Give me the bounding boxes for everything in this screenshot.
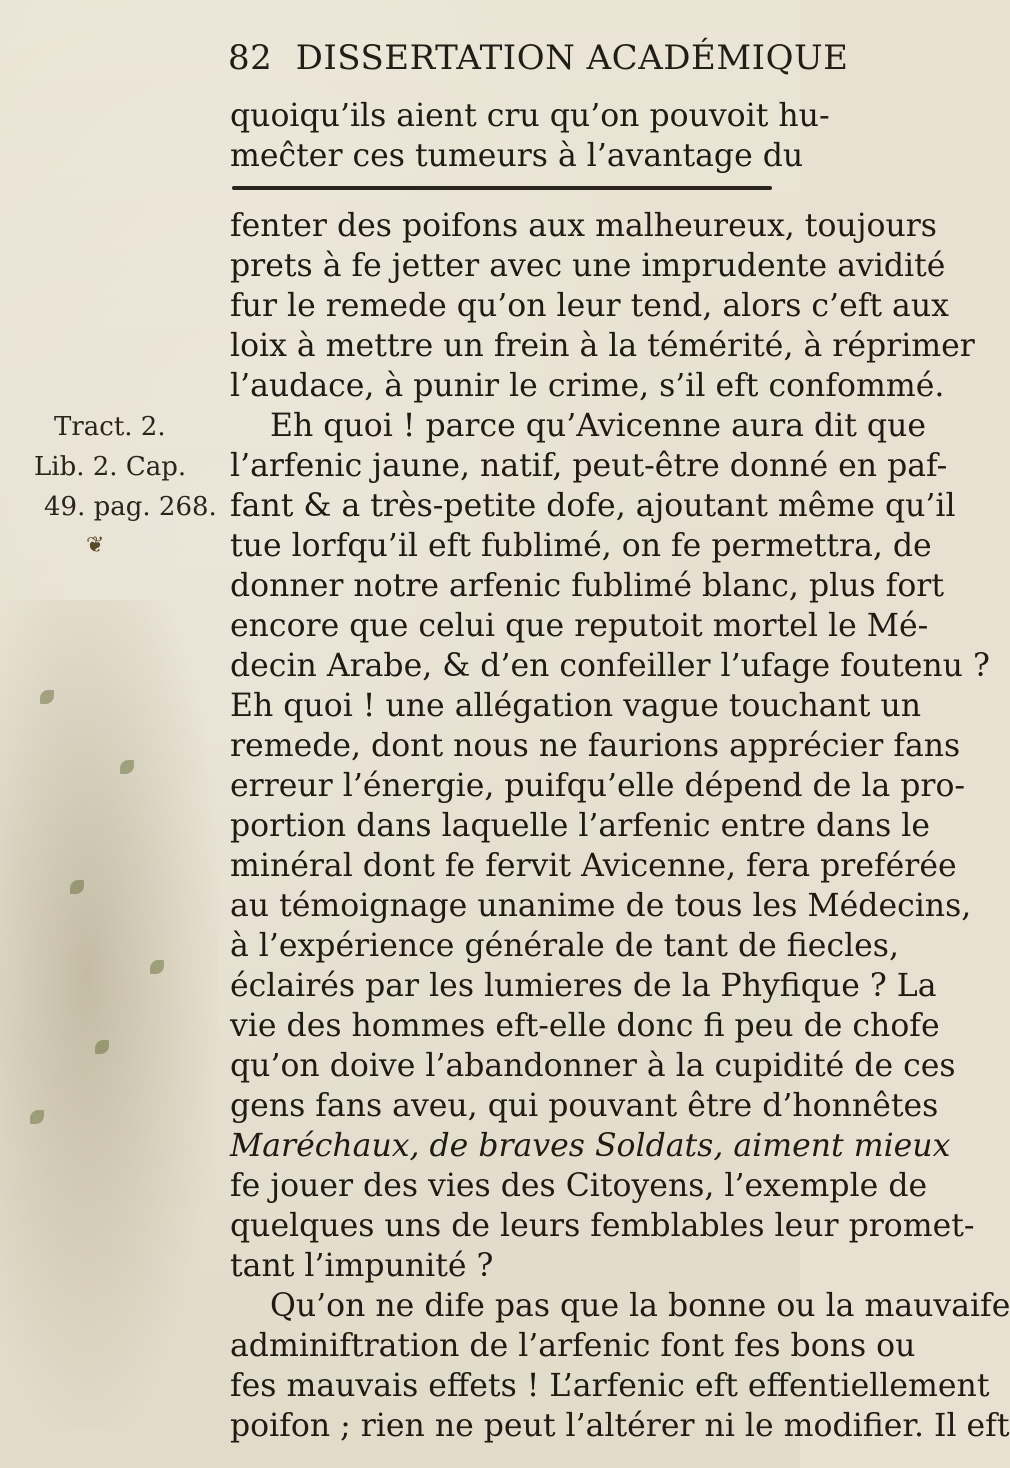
running-title: DISSERTATION ACADÉMIQUE [295, 38, 849, 78]
text-line: decin Arabe, & d’en confeiller l’ufage foutenu ? [230, 648, 990, 684]
text-line: vie des hommes eft-elle donc fi peu de chofe [230, 1008, 940, 1044]
text-line: qu’on doive l’abandonner à la cupidité de ces [230, 1048, 956, 1084]
text-line: Eh quoi ! parce qu’Avicenne aura dit que [270, 408, 927, 444]
text-line: Eh quoi ! une allégation vague touchant un [230, 688, 922, 724]
text-line: minéral dont fe fervit Avicenne, fera preférée [230, 848, 957, 884]
text-line: erreur l’énergie, puifqu’elle dépend de la pro- [230, 768, 966, 804]
show-through-illustration [0, 600, 218, 1430]
text-line: encore que celui que reputoit mortel le Mé- [230, 608, 929, 644]
text-line: fes mauvais effets ! L’arfenic eft effentiellement [230, 1368, 990, 1404]
text-line: fe jouer des vies des Citoyens, l’exemple de [230, 1168, 928, 1204]
text-line: au témoignage unanime de tous les Médecins, [230, 888, 972, 924]
text-line: l’audace, à punir le crime, s’il eft confommé. [230, 368, 945, 404]
text-line: fur le remede qu’on leur tend, alors c’eft aux [230, 288, 949, 324]
text-line: fenter des poifons aux malheureux, toujours [230, 208, 937, 244]
text-line: prets à fe jetter avec une imprudente avidité [230, 248, 946, 284]
text-line: portion dans laquelle l’arfenic entre dans le [230, 808, 931, 844]
margin-note-line: Lib. 2. Cap. [34, 452, 187, 482]
text-line: quoiqu’ils aient cru qu’on pouvoit hu- [230, 98, 830, 134]
text-line: donner notre arfenic fublimé blanc, plus fort [230, 568, 944, 604]
text-line: meĉter ces tumeurs à l’avantage du [230, 138, 804, 174]
margin-note-line: 49. pag. 268. [44, 492, 217, 522]
text-line: tue lorfqu’il eft fublimé, on fe permettra, de [230, 528, 932, 564]
text-line: Maréchaux, de braves Soldats, aiment mieux [230, 1128, 951, 1164]
text-line: remede, dont nous ne faurions apprécier fans [230, 728, 961, 764]
section-rule [232, 186, 772, 190]
text-line: adminiftration de l’arfenic font fes bons ou [230, 1328, 916, 1364]
running-header [228, 38, 848, 78]
text-line: loix à mettre un frein à la témérité, à réprimer [230, 328, 975, 364]
ornament-mark: ❦ [86, 533, 105, 558]
text-line: éclairés par les lumieres de la Phyfique ? La [230, 968, 937, 1004]
text-line: poifon ; rien ne peut l’altérer ni le modifier. Il eft [230, 1408, 1010, 1444]
text-line: quelques uns de leurs femblables leur promet- [230, 1208, 975, 1244]
text-line: tant l’impunité ? [230, 1248, 494, 1284]
text-line: à l’expérience générale de tant de fiecles, [230, 928, 899, 964]
page-number: 82 [228, 38, 273, 78]
margin-note-line: Tract. 2. [54, 412, 166, 442]
text-line: l’arfenic jaune, natif, peut-être donné en paf- [230, 448, 948, 484]
text-line: Qu’on ne dife pas que la bonne ou la mauvaife [270, 1288, 1010, 1324]
text-line: fant & a très-petite dofe, ajoutant même qu’il [230, 488, 956, 524]
text-line: gens fans aveu, qui pouvant être d’honnêtes [230, 1088, 939, 1124]
